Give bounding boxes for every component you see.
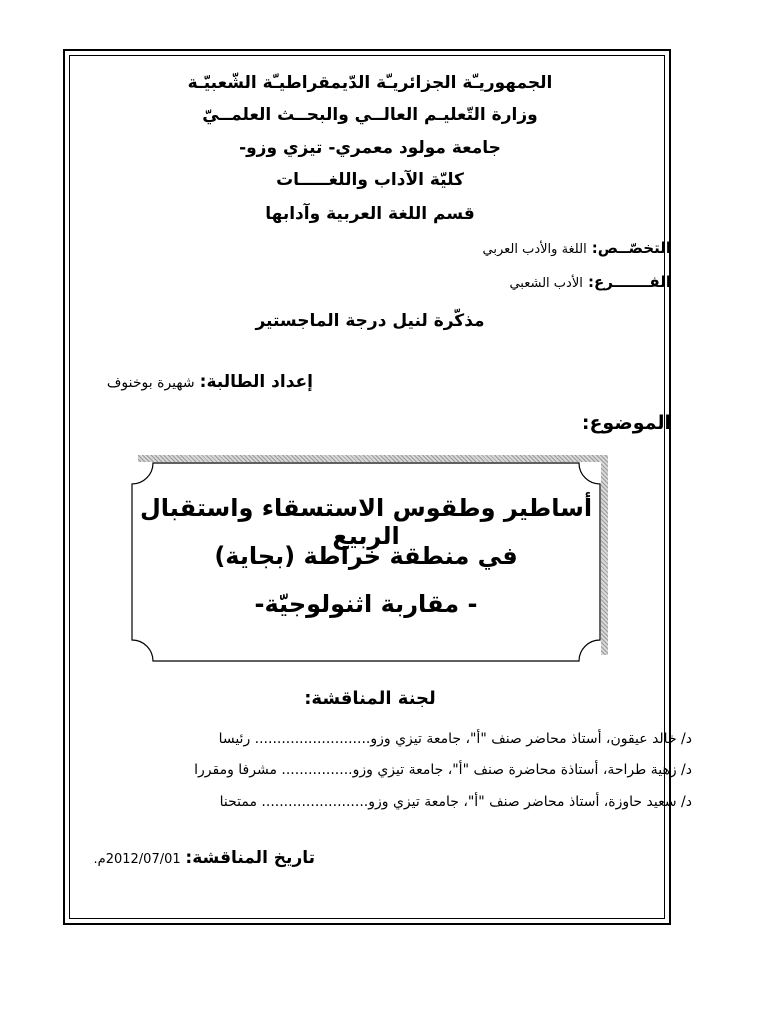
thesis-title-line-3: - مقاربة اثنولوجيّة-: [254, 590, 478, 618]
branch-label: الفـــــــرع:: [587, 273, 671, 291]
thesis-title-box: [131, 462, 601, 662]
specialization-value: اللغة والأدب العربي: [482, 242, 587, 257]
faculty-name: كليّة الآداب واللغـــــات: [276, 170, 464, 190]
republic-name: الجمهوريـّة الجزائريـّة الدّيمقراطيـّة الشّعبيّـة: [187, 73, 553, 93]
student-name: شهيرة بوخنوف: [106, 375, 195, 391]
branch-value: الأدب الشعبي: [509, 276, 583, 291]
committee-title: لجنة المناقشة:: [304, 688, 436, 709]
committee-member: د/ زهية طراحة، أستاذة محاضرة صنف "أ"، جامعة تيزي وزو................ مشرفا ومقررا: [194, 762, 692, 778]
prepared-by-label: إعداد الطالبة:: [199, 372, 313, 392]
prepared-by-row: [107, 372, 313, 392]
thesis-title-line-2: في منطقة خراطة (بجاية): [214, 542, 518, 570]
committee-member: د/ خالد عيقون، أستاذ محاضر صنف "أ"، جامعة تيزي وزو.......................... رئيسا: [218, 731, 692, 747]
degree-statement: مذكّرة لنيل درجة الماجستير: [255, 311, 485, 331]
department-name: قسم اللغة العربية وآدابها: [265, 204, 475, 224]
ministry-name: وزارة التّعليـم العالــي والبحــث العلمــيّ: [202, 105, 538, 125]
thesis-title-line-1: أساطير وطقوس الاستسقاء واستقبال الربيع: [139, 494, 593, 550]
defense-date-value: 2012/07/01م.: [93, 852, 181, 867]
specialization-row: [483, 238, 672, 257]
defense-date-label: تاريخ المناقشة:: [185, 848, 315, 868]
university-name: جامعة مولود معمري- تيزي وزو-: [239, 138, 501, 158]
committee-member: د/ سعيد حاوزة، أستاذ محاضر صنف "أ"، جامعة تيزي وزو........................ ممتحنا: [219, 794, 692, 810]
topic-label: الموضوع:: [581, 412, 671, 434]
branch-row: [509, 272, 671, 291]
specialization-label: التخصّــص:: [591, 239, 671, 257]
